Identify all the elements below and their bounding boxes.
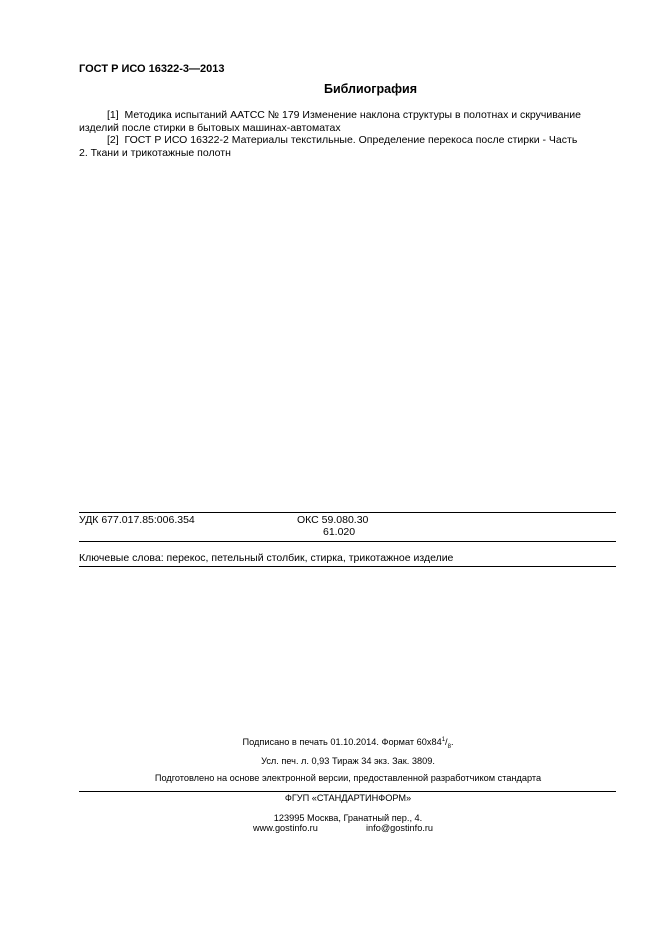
classification-top-rule [79, 512, 616, 513]
publisher-email[interactable]: info@gostinfo.ru [366, 823, 434, 833]
publisher-address: 123995 Москва, Гранатный пер., 4. [273, 813, 423, 823]
publisher-website[interactable]: www.gostinfo.ru [253, 823, 318, 833]
oks-code-2: 61.020 [323, 526, 356, 538]
entry-1-text: Методика испытаний AATCC № 179 Изменение наклона структуры в полотнах и скручивание [124, 109, 581, 121]
oks-code-1: ОКС 59.080.30 [297, 514, 369, 526]
prepared-note: Подготовлено на основе электронной версии, предоставленной разработчиком стандарта [154, 773, 542, 783]
format-sup: 1 [441, 736, 446, 743]
entry-1-number: [1] [107, 109, 119, 121]
entry-2-number: [2] [107, 134, 119, 146]
bibliography-entry-1 [79, 109, 616, 134]
entry-2-line-2: 2. Ткани и трикотажные полотн [79, 146, 231, 159]
document-code: ГОСТ Р ИСО 16322-3—2013 [79, 63, 225, 75]
classification-middle-rule [79, 541, 616, 542]
signed-for-print: Подписано в печать 01.10.2014. Формат $60x84^1/_8$. [242, 736, 454, 750]
entry-1-line-1 [79, 109, 616, 122]
signed-prefix: Подписано в печать 01.10.2014. Формат 60x84 [242, 737, 442, 747]
print-sheets: Усл. печ. л. 0,93 Тираж 34 экз. Зак. 3809. [261, 756, 435, 766]
entry-1-line-2: изделий после стирки в бытовых машинах-автоматах [79, 121, 341, 134]
entry-2-line-1 [79, 134, 616, 147]
bibliography-entry-2 [79, 134, 616, 159]
publisher-name: ФГУП «СТАНДАРТИНФОРМ» [284, 793, 412, 803]
classification-bottom-rule [79, 566, 616, 567]
signed-suffix: . [450, 737, 454, 747]
entry-2-text: ГОСТ Р ИСО 16322-2 Материалы текстильные. Определение перекоса после стирки - Часть [124, 134, 578, 146]
bibliography-title: Библиография [323, 82, 418, 96]
format-sub: 8 [447, 743, 451, 750]
keywords: Ключевые слова: перекос, петельный столбик, стирка, трикотажное изделие [79, 552, 454, 564]
imprint-rule [79, 791, 616, 792]
udk-code: УДК 677.017.85:006.354 [79, 514, 195, 526]
